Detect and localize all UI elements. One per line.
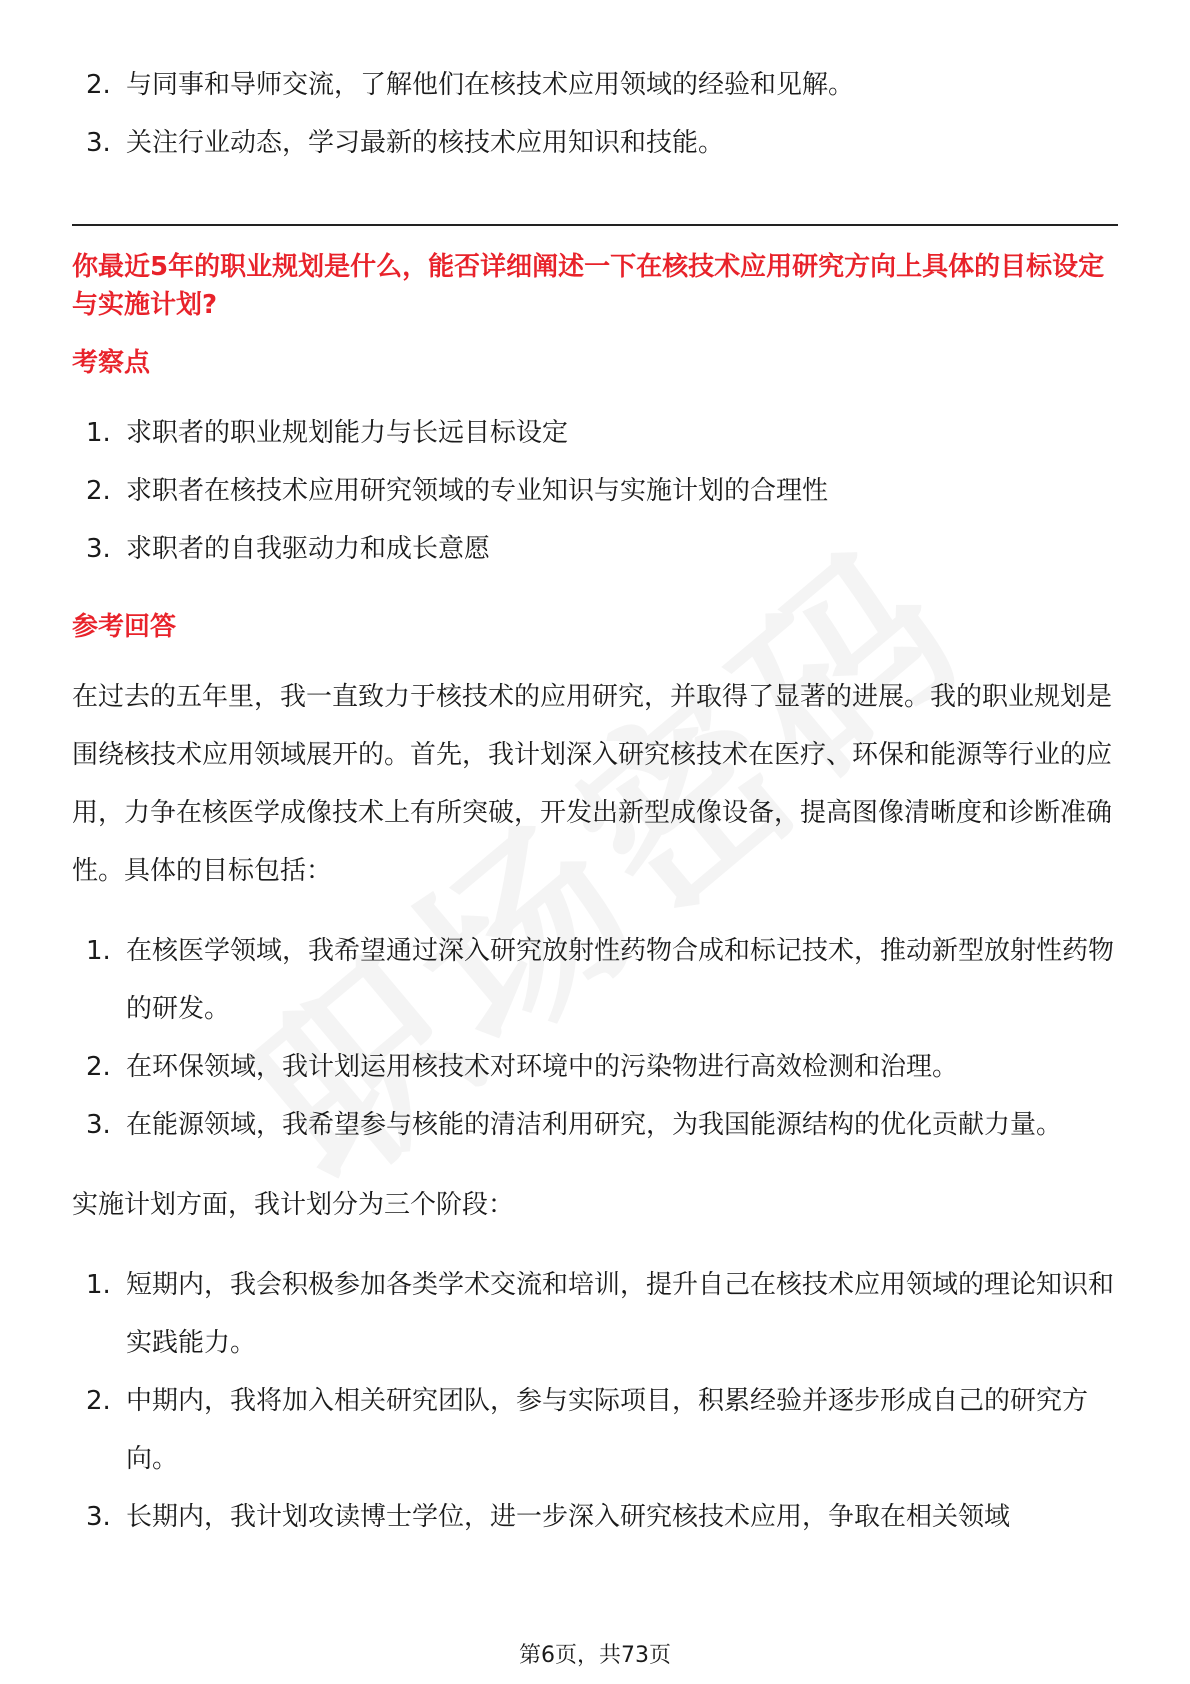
answer-heading: 参考回答 bbox=[72, 612, 177, 642]
question-heading: 你最近5年的职业规划是什么，能否详细阐述一下在核技术应用研究方向上具体的目标设定与实施计划? bbox=[72, 252, 1105, 320]
content bbox=[72, 56, 1118, 1546]
divider bbox=[72, 224, 1118, 226]
list-item: 2. 中期内，我将加入相关研究团队，参与实际项目，积累经验并逐步形成自己的研究方向。 bbox=[86, 1386, 1089, 1474]
plan-intro: 实施计划方面，我计划分为三个阶段： bbox=[72, 1190, 515, 1220]
top-list bbox=[72, 56, 1118, 172]
list-item: 3. 关注行业动态，学习最新的核技术应用知识和技能。 bbox=[86, 128, 725, 158]
list-item: 2. 在环保领域，我计划运用核技术对环境中的污染物进行高效检测和治理。 bbox=[86, 1052, 959, 1082]
goals-list bbox=[72, 922, 1118, 1154]
points-heading: 考察点 bbox=[72, 348, 151, 378]
answer-paragraph: 在过去的五年里，我一直致力于核技术的应用研究，并取得了显著的进展。我的职业规划是围绕核技术应用领域展开的。首先，我计划深入研究核技术在医疗、环保和能源等行业的应用，力争在核医学成像技术上有所突破，开发出新型成像设备，提高图像清晰度和诊断准确性。具体的目标包括： bbox=[72, 682, 1113, 886]
list-item: 1. 求职者的职业规划能力与长远目标设定 bbox=[86, 418, 569, 448]
list-item: 1. 在核医学领域，我希望通过深入研究放射性药物合成和标记技术，推动新型放射性药物的研发。 bbox=[86, 936, 1115, 1024]
list-item: 2. 求职者在核技术应用研究领域的专业知识与实施计划的合理性 bbox=[86, 476, 829, 506]
list-item: 2. 与同事和导师交流，了解他们在核技术应用领域的经验和见解。 bbox=[86, 70, 855, 100]
list-item: 3. 在能源领域，我希望参与核能的清洁利用研究，为我国能源结构的优化贡献力量。 bbox=[86, 1110, 1063, 1140]
points-list bbox=[72, 404, 1118, 578]
list-item: 1. 短期内，我会积极参加各类学术交流和培训，提升自己在核技术应用领域的理论知识和实践能力。 bbox=[86, 1270, 1115, 1358]
list-item: 3. 长期内，我计划攻读博士学位，进一步深入研究核技术应用，争取在相关领域 bbox=[86, 1502, 1011, 1532]
page-footer: 第6页，共73页 bbox=[519, 1643, 671, 1668]
plans-list bbox=[72, 1256, 1118, 1546]
list-item: 3. 求职者的自我驱动力和成长意愿 bbox=[86, 534, 491, 564]
